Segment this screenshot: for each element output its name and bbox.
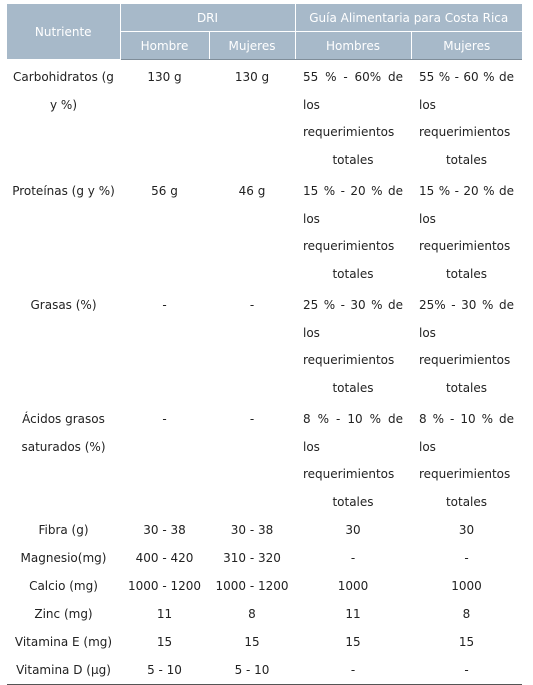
- cell-nutriente: Proteínas (g y %): [12, 184, 115, 198]
- cell-dri-mujeres: 5 - 10: [209, 656, 295, 685]
- cell-dri-mujeres: 1000 - 1200: [215, 579, 289, 593]
- table-row: [7, 572, 522, 600]
- header-guia: Guía Alimentaria para Costa Rica: [295, 4, 522, 32]
- table-row: [7, 288, 522, 402]
- cell-guia-hombres: 8 % - 10 % de los requerimientos totales: [303, 412, 403, 509]
- cell-dri-hombre: -: [162, 412, 167, 426]
- cell-dri-mujeres: -: [249, 298, 255, 312]
- cell-guia-mujeres: 8 % - 10 % de los requerimientos totales: [419, 412, 514, 509]
- cell-guia-mujeres: -: [464, 551, 469, 565]
- cell-guia-hombres: 15 % - 20 % de los requerimientos totales: [303, 184, 403, 281]
- cell-guia-hombres: 15: [345, 635, 361, 649]
- cell-guia-hombres: 11: [345, 607, 361, 621]
- cell-guia-hombres: 55 % - 60% de los requerimientos totales: [303, 70, 403, 167]
- cell-nutriente: Vitamina E (mg): [14, 635, 113, 649]
- cell-dri-hombre: 400 - 420: [135, 551, 194, 565]
- cell-guia-mujeres: 15: [458, 635, 475, 649]
- cell-nutriente: Grasas (%): [30, 298, 97, 312]
- table-row: [7, 60, 522, 175]
- cell-guia-mujeres: 15 % - 20 % de los requerimientos totales: [419, 184, 514, 281]
- cell-nutriente: Calcio (mg): [29, 579, 98, 593]
- cell-dri-mujeres: 15: [244, 635, 260, 649]
- nutrient-table: [7, 4, 522, 685]
- table-row: [7, 600, 522, 628]
- cell-nutriente: Zinc (mg): [34, 607, 93, 621]
- cell-guia-mujeres: 25% - 30 % de los requerimientos totales: [419, 298, 514, 395]
- cell-dri-mujeres: 8: [248, 607, 256, 621]
- table-row: [7, 628, 522, 656]
- table-header: [7, 4, 522, 60]
- cell-dri-mujeres: -: [249, 412, 255, 426]
- cell-guia-mujeres: 30: [458, 523, 475, 537]
- cell-nutriente: Vitamina D (µg): [7, 656, 120, 685]
- table-row: [7, 174, 522, 288]
- cell-dri-mujeres: 130 g: [234, 70, 270, 84]
- cell-dri-hombre: 56 g: [151, 184, 178, 198]
- cell-guia-hombres: -: [295, 656, 411, 685]
- cell-nutriente: Carbohidratos (g y %): [13, 70, 114, 112]
- cell-dri-mujeres: 46 g: [238, 184, 266, 198]
- cell-guia-mujeres: 55 % - 60 % de los requerimientos totales: [419, 70, 514, 167]
- header-guia-hombres: Hombres: [295, 32, 411, 60]
- cell-guia-mujeres: -: [411, 656, 522, 685]
- cell-dri-hombre: 15: [156, 635, 173, 649]
- cell-guia-hombres: 30: [345, 523, 361, 537]
- header-dri-hombre: Hombre: [120, 32, 209, 60]
- cell-dri-hombre: 30 - 38: [143, 523, 186, 537]
- cell-nutriente: Ácidos grasos saturados (%): [21, 412, 106, 454]
- cell-guia-mujeres: 1000: [451, 579, 482, 593]
- table-row: [7, 544, 522, 572]
- cell-nutriente: Magnesio(mg): [20, 551, 107, 565]
- cell-nutriente: Fibra (g): [38, 523, 89, 537]
- cell-dri-hombre: 130 g: [147, 70, 182, 84]
- cell-dri-mujeres: 30 - 38: [230, 523, 274, 537]
- cell-dri-hombre: 1000 - 1200: [127, 579, 202, 593]
- header-dri: DRI: [120, 4, 295, 32]
- header-guia-mujeres: Mujeres: [411, 32, 522, 60]
- table-body: [7, 60, 522, 685]
- cell-guia-hombres: 25 % - 30 % de los requerimientos totales: [303, 298, 403, 395]
- header-dri-mujeres: Mujeres: [209, 32, 295, 60]
- table-row: [7, 656, 522, 685]
- table-row: [7, 516, 522, 544]
- cell-dri-hombre: 11: [156, 607, 173, 621]
- cell-dri-mujeres: 310 - 320: [223, 551, 281, 565]
- table-row: [7, 402, 522, 516]
- cell-dri-hombre: 5 - 10: [120, 656, 209, 685]
- cell-guia-hombres: 1000: [337, 579, 369, 593]
- cell-guia-mujeres: 8: [462, 607, 471, 621]
- cell-guia-hombres: -: [350, 551, 356, 565]
- cell-dri-hombre: -: [162, 298, 167, 312]
- header-nutriente: Nutriente: [7, 4, 120, 60]
